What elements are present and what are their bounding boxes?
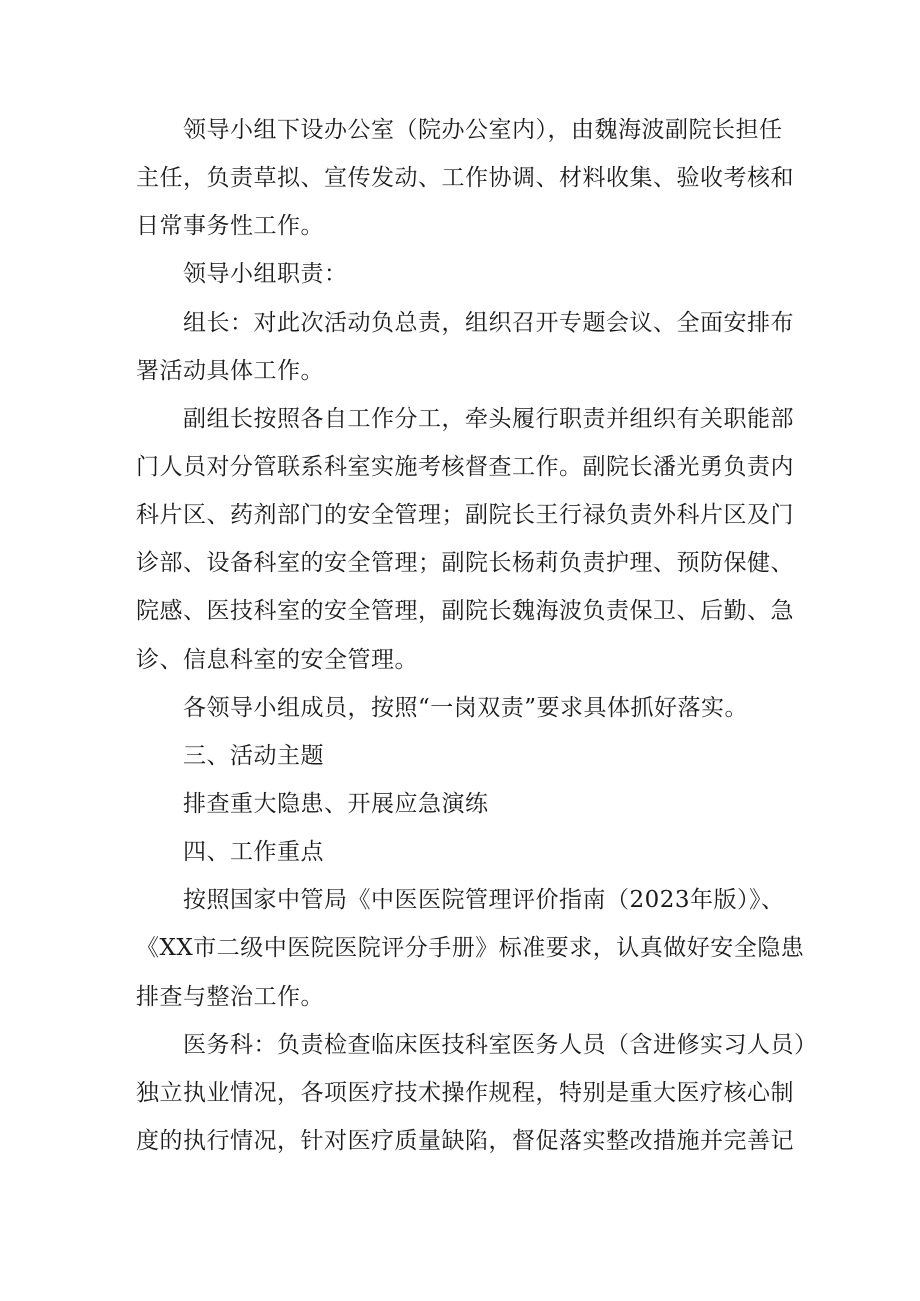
paragraph-line: 院感、医技科室的安全管理，副院长魏海波负责保卫、后勤、急 <box>136 598 794 624</box>
paragraph-line: 署活动具体工作。 <box>136 358 324 384</box>
paragraph-line: 科片区、药剂部门的安全管理；副院长王行禄负责外科片区及门 <box>136 502 794 528</box>
paragraph-line: 门人员对分管联系科室实施考核督查工作。副院长潘光勇负责内 <box>136 454 794 480</box>
paragraph-line: 组长：对此次活动负总责，组织召开专题会议、全面安排布 <box>183 310 794 336</box>
paragraph-line: 《XX市二级中医院医院评分手册》标准要求，认真做好安全隐患 <box>136 935 805 961</box>
paragraph-line: 各领导小组成员，按照“一岗双责”要求具体抓好落实。 <box>183 695 749 721</box>
paragraph-line: 副组长按照各自工作分工，牵头履行职责并组织有关职能部 <box>183 406 794 432</box>
paragraph-line: 日常事务性工作。 <box>136 213 324 239</box>
paragraph-line: 主任，负责草拟、宣传发动、工作协调、材料收集、验收考核和 <box>136 165 794 191</box>
paragraph-line: 度的执行情况，针对医疗质量缺陷，督促落实整改措施并完善记 <box>136 1128 794 1154</box>
paragraph-line: 诊部、设备科室的安全管理；副院长杨莉负责护理、预防保健、 <box>136 550 794 576</box>
paragraph-line: 按照国家中管局《中医医院管理评价指南（2023年版）》、 <box>183 887 785 913</box>
paragraph-line: 医务科：负责检查临床医技科室医务人员（含进修实习人员） <box>183 1032 818 1058</box>
paragraph-line: 排查重大隐患、开展应急演练 <box>183 791 489 817</box>
section-heading: 四、工作重点 <box>183 839 324 865</box>
paragraph-line: 诊、信息科室的安全管理。 <box>136 647 418 673</box>
paragraph-line: 排查与整治工作。 <box>136 984 324 1010</box>
paragraph-line: 独立执业情况，各项医疗技术操作规程，特别是重大医疗核心制 <box>136 1080 794 1106</box>
section-heading: 三、活动主题 <box>183 743 324 769</box>
paragraph-line: 领导小组职责： <box>183 261 348 287</box>
paragraph-line: 领导小组下设办公室（院办公室内），由魏海波副院长担任 <box>183 117 783 143</box>
